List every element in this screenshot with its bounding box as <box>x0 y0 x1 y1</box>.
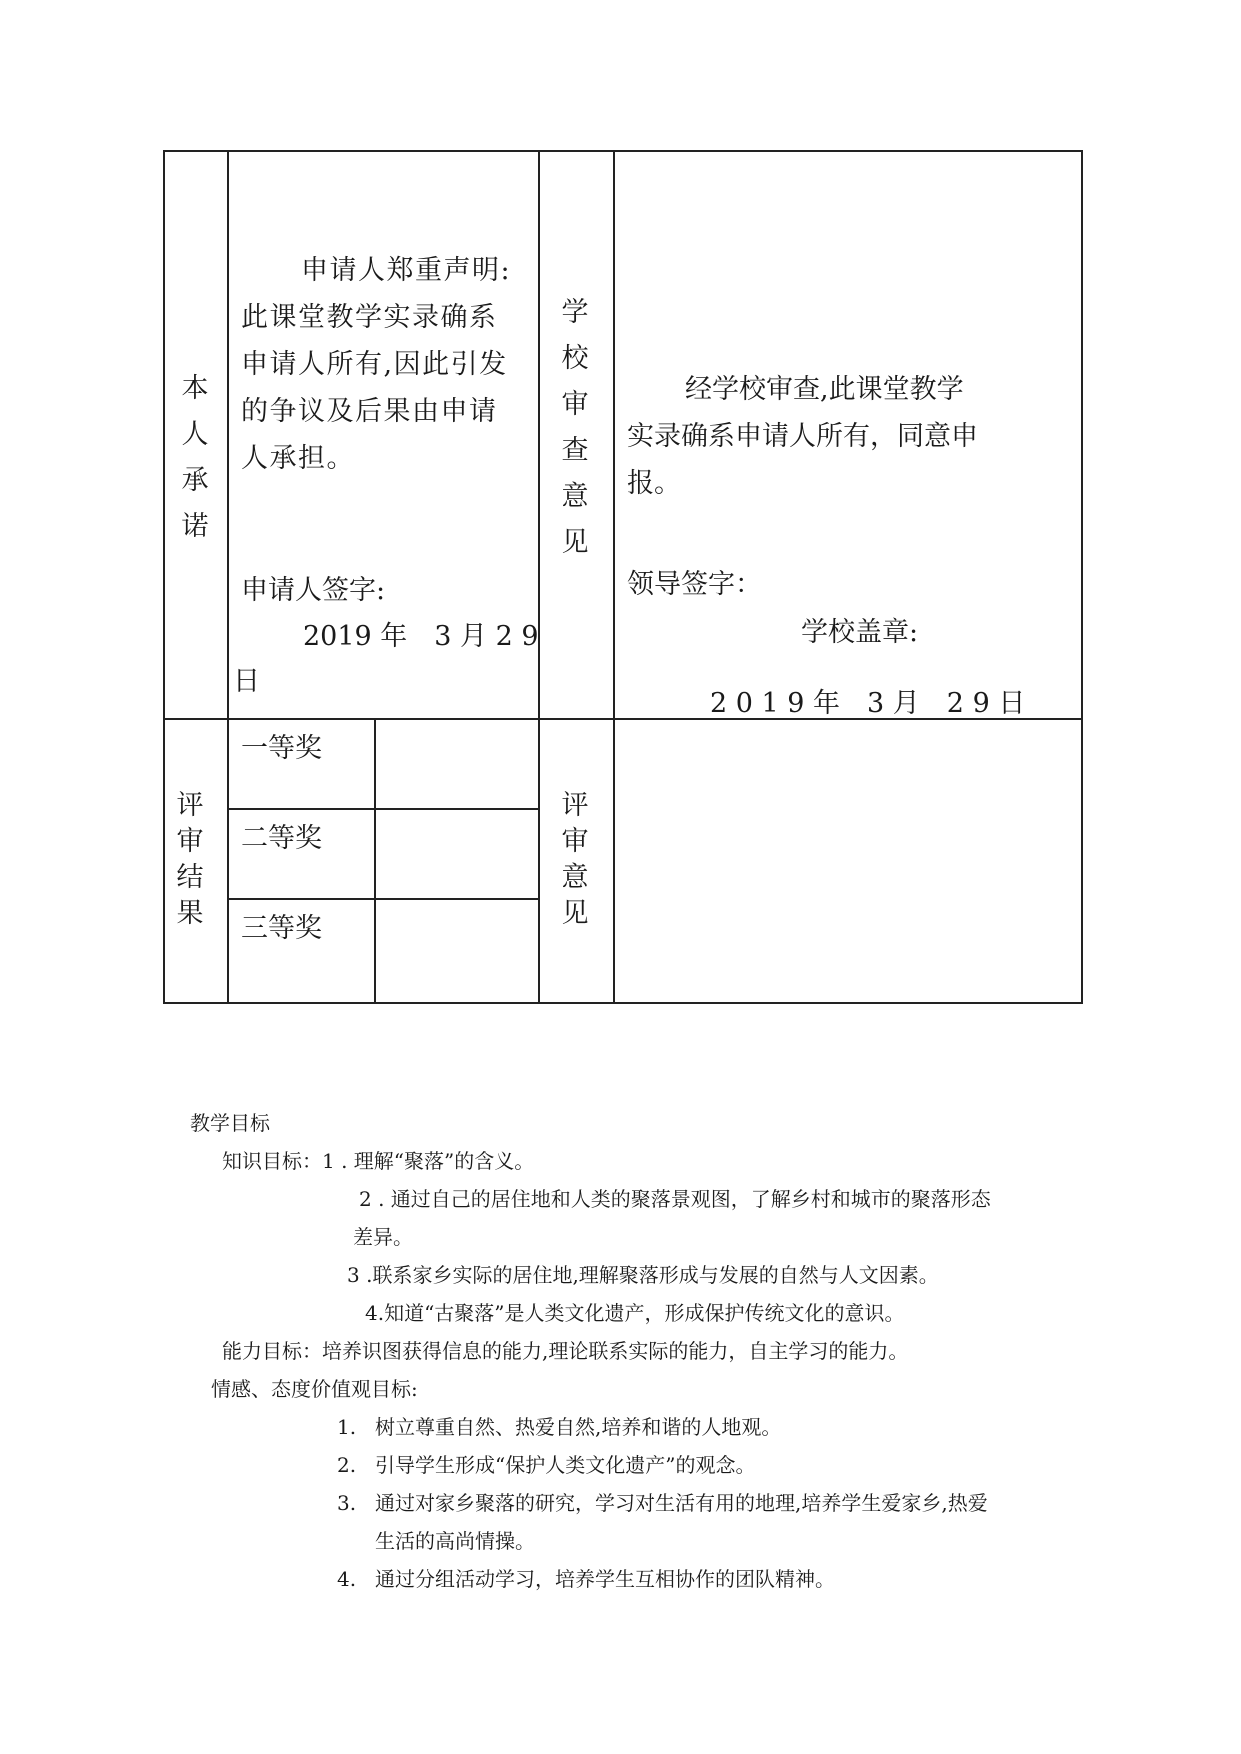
emotion-item-number: 3. <box>337 1491 357 1515</box>
review-opinion-label-char: 审 <box>561 826 589 857</box>
pledge-text-line: 此课堂教学实录确系 <box>241 302 498 333</box>
result-label <box>170 788 210 932</box>
table-col-divider <box>613 150 615 1003</box>
knowledge-item: 3 .联系家乡实际的居住地,理解聚落形成与发展的自然与人文因素。 <box>347 1263 939 1287</box>
emotion-objectives-heading: 情感、态度价值观目标: <box>211 1377 418 1401</box>
school-review-text-line: 经学校审查,此课堂教学 <box>685 374 964 405</box>
leader-signature-label: 领导签字： <box>627 569 762 600</box>
emotion-item-number: 1. <box>337 1415 357 1439</box>
emotion-item-text: 引导学生形成“保护人类文化遗产”的观念。 <box>375 1453 756 1477</box>
school-review-label-char: 学 <box>561 297 589 328</box>
emotion-item <box>337 1408 781 1446</box>
award-third: 三等奖 <box>241 913 322 944</box>
pledge-label <box>175 366 215 550</box>
table-col-divider <box>227 150 229 1003</box>
school-review-label-char: 见 <box>561 527 589 558</box>
emotion-item <box>337 1522 535 1560</box>
emotion-item <box>337 1446 755 1484</box>
pledge-label-char: 诺 <box>181 511 209 542</box>
review-opinion-label <box>555 788 595 932</box>
pledge-text-line: 人承担。 <box>241 443 355 474</box>
school-review-label <box>555 290 595 566</box>
award-row-divider <box>227 898 538 900</box>
award-col-divider <box>374 718 376 1003</box>
table-border-right <box>1081 150 1083 1003</box>
school-review-label-char: 查 <box>561 435 589 466</box>
school-seal-label: 学校盖章: <box>801 617 919 648</box>
review-opinion-label-char: 意 <box>561 862 589 893</box>
emotion-item <box>337 1560 835 1598</box>
knowledge-objectives <box>222 1142 534 1180</box>
result-label-char: 评 <box>176 790 204 821</box>
emotion-item-text: 通过对家乡聚落的研究，学习对生活有用的地理,培养学生爱家乡,热爱 <box>375 1491 988 1515</box>
school-review-text-line: 报。 <box>627 468 681 499</box>
pledge-text-line: 的争议及后果由申请 <box>241 396 498 427</box>
school-date: 2 0 1 9 年 3 月 2 9 日 <box>710 688 1026 719</box>
table-col-divider <box>538 150 540 1003</box>
pledge-text-line: 申请人郑重声明: <box>301 255 512 286</box>
pledge-text-line: 申请人所有,因此引发 <box>241 349 508 380</box>
table-border-bottom <box>163 1002 1083 1004</box>
pledge-text <box>241 247 511 482</box>
applicant-date: 2019 年 3 月 2 9 <box>303 621 539 652</box>
review-opinion-label-char: 评 <box>561 790 589 821</box>
knowledge-item: 1 . 理解“聚落”的含义。 <box>322 1149 535 1173</box>
ability-objectives: 能力目标：培养识图获得信息的能力,理论联系实际的能力，自主学习的能力。 <box>222 1339 909 1363</box>
pledge-label-char: 人 <box>181 419 209 450</box>
school-review-label-char: 校 <box>561 343 589 374</box>
pledge-label-char: 承 <box>181 465 209 496</box>
school-review-label-char: 审 <box>561 389 589 420</box>
table-border-top <box>163 150 1083 152</box>
result-label-char: 果 <box>176 898 204 929</box>
knowledge-item: 差异。 <box>353 1225 413 1249</box>
school-review-label-char: 意 <box>561 481 589 512</box>
result-label-char: 审 <box>176 826 204 857</box>
table-border-left <box>163 150 165 1003</box>
award-second: 二等奖 <box>241 823 322 854</box>
emotion-item <box>337 1484 988 1522</box>
applicant-date-day: 日 <box>233 666 260 697</box>
applicant-signature-label: 申请人签字: <box>241 575 386 606</box>
objectives-heading: 教学目标 <box>190 1111 270 1135</box>
emotion-item-number: 2. <box>337 1453 357 1477</box>
emotion-item-text: 树立尊重自然、热爱自然,培养和谐的人地观。 <box>375 1415 782 1439</box>
review-opinion-label-char: 见 <box>561 898 589 929</box>
emotion-item-text: 生活的高尚情操。 <box>375 1529 535 1553</box>
knowledge-item: 2 . 通过自己的居住地和人类的聚落景观图，了解乡村和城市的聚落形态 <box>359 1187 991 1211</box>
emotion-item-text: 通过分组活动学习，培养学生互相协作的团队精神。 <box>375 1567 835 1591</box>
award-row-divider <box>227 808 538 810</box>
award-first: 一等奖 <box>241 733 322 764</box>
result-label-char: 结 <box>176 862 204 893</box>
pledge-label-char: 本 <box>181 373 209 404</box>
school-review-text-line: 实录确系申请人所有，同意申 <box>627 421 978 452</box>
school-review-text <box>627 366 978 507</box>
knowledge-item: 4.知道“古聚落”是人类文化遗产，形成保护传统文化的意识。 <box>365 1301 905 1325</box>
emotion-item-number: 4. <box>337 1567 357 1591</box>
knowledge-prefix: 知识目标： <box>222 1149 322 1173</box>
